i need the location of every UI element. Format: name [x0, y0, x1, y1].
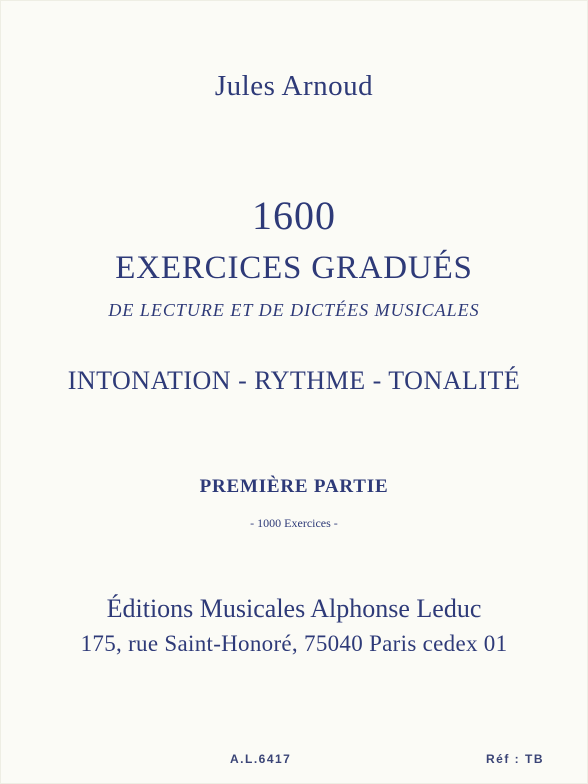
- publisher-address: 175, rue Saint-Honoré, 75040 Paris cedex 01: [80, 631, 508, 656]
- exercise-number: 1600: [252, 193, 336, 238]
- book-title: EXERCICES GRADUÉS: [115, 250, 473, 286]
- exercise-count: - 1000 Exercices -: [250, 516, 338, 530]
- book-subtitle: DE LECTURE ET DE DICTÉES MUSICALES: [108, 300, 480, 320]
- topics-line: INTONATION - RYTHME - TONALITÉ: [67, 366, 521, 395]
- part-heading: PREMIÈRE PARTIE: [199, 476, 389, 497]
- author-name: Jules Arnoud: [214, 70, 374, 102]
- plate-number: A.L.6417: [230, 752, 292, 766]
- reference-code: Réf : TB: [486, 752, 544, 766]
- publisher-name: Éditions Musicales Alphonse Leduc: [106, 594, 482, 623]
